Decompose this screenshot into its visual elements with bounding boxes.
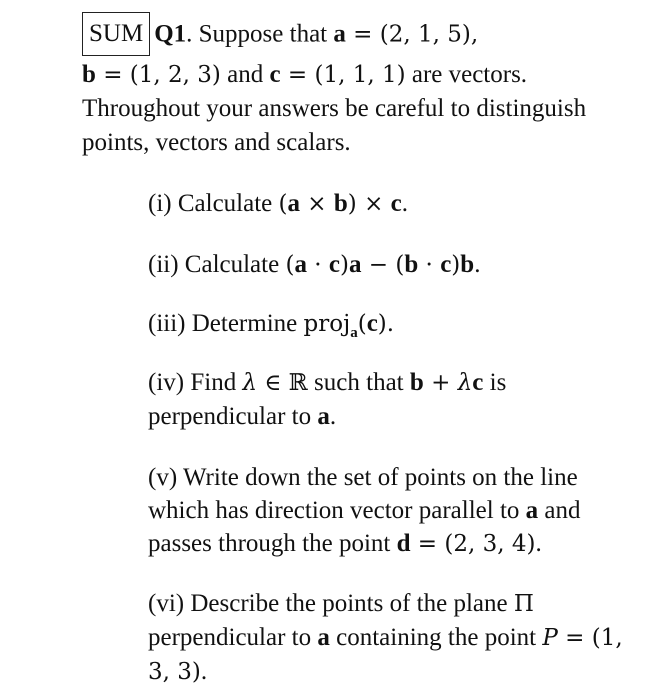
var-a: a (287, 190, 300, 217)
cross-op: × (299, 191, 334, 217)
var-b: b (333, 190, 348, 217)
var-a: a (317, 624, 330, 651)
and-text: and (220, 61, 270, 88)
period: . (535, 530, 542, 557)
vec-c-value: = (1, 1, 1) (280, 62, 406, 88)
var-b: b (409, 369, 424, 396)
lambda-symbol: λ (457, 370, 473, 396)
minus-op: − ( (361, 252, 405, 278)
period: . (329, 403, 337, 430)
part-iii-label: (iii) Determine (148, 310, 304, 337)
part-vi (148, 587, 628, 689)
period: . (474, 251, 481, 278)
perpendicular-to-text: perpendicular to (148, 624, 318, 651)
part-v-text: (v) Write down the set of points on the line which has direction vector parallel to (148, 464, 578, 524)
question-number: Q1 (154, 20, 187, 48)
paren: ( (278, 191, 288, 217)
are-vectors-text: are vectors. (405, 61, 528, 88)
intro-text-suppose: . Suppose that (186, 20, 334, 48)
paren: ). (377, 311, 395, 337)
var-a: a (294, 251, 307, 278)
passes-through-text: and passes through the point (148, 497, 581, 557)
such-that-text: such that (307, 369, 410, 396)
part-ii-label: (ii) Calculate (148, 251, 286, 278)
dot-op: · (418, 252, 441, 278)
point-d-value: = (2, 3, 4) (410, 531, 536, 557)
var-c: c (472, 369, 484, 396)
var-c: c (440, 251, 452, 278)
point-p-value: = (1, 3, 3) (148, 625, 623, 685)
var-c: c (366, 310, 378, 337)
point-p-symbol: P (542, 625, 558, 651)
part-i-label: (i) Calculate (148, 190, 279, 217)
var-a: a (525, 497, 539, 524)
paren: ( (285, 252, 295, 278)
question-intro (82, 14, 632, 160)
var-a: a (333, 20, 346, 48)
dot-op: · (306, 252, 329, 278)
var-a: a (348, 251, 362, 278)
paren: ) (451, 252, 461, 278)
var-d: d (396, 530, 411, 557)
var-b: b (404, 251, 419, 278)
plane-pi-symbol: Π (513, 591, 534, 617)
part-iv (148, 366, 628, 433)
var-b: b (460, 251, 475, 278)
plus-op: + (423, 370, 458, 396)
part-v (148, 461, 628, 561)
var-b: b (82, 61, 96, 88)
sum-box-label: SUM (82, 12, 150, 56)
var-a: a (317, 403, 330, 430)
perpendicular-text: is perpendicular to (148, 369, 507, 430)
part-ii (148, 248, 628, 282)
in-reals: ∈ ℝ (257, 370, 308, 396)
vec-b-value: = (1, 2, 3) (95, 62, 221, 88)
proj-operator: proj (303, 311, 351, 337)
cross-op: ) × (347, 191, 391, 217)
paren: ( (357, 311, 367, 337)
containing-point-text: containing the point (329, 624, 543, 651)
part-vi-text: (vi) Describe the points of the plane (148, 590, 514, 617)
part-iv-label: (iv) Find (148, 369, 243, 396)
period: . (401, 190, 409, 217)
period: . (200, 658, 208, 685)
vec-a-value: = (2, 1, 5), (345, 21, 479, 48)
var-c: c (390, 190, 402, 217)
var-c: c (328, 251, 340, 278)
lambda-symbol: λ (242, 370, 258, 396)
intro-rest-text: Throughout your answers be careful to distinguish points, vectors and scalars. (82, 95, 587, 156)
paren: ) (339, 252, 349, 278)
var-c: c (269, 61, 281, 88)
var-a-subscript: a (350, 325, 358, 341)
part-i (148, 187, 628, 221)
part-iii (148, 307, 628, 350)
